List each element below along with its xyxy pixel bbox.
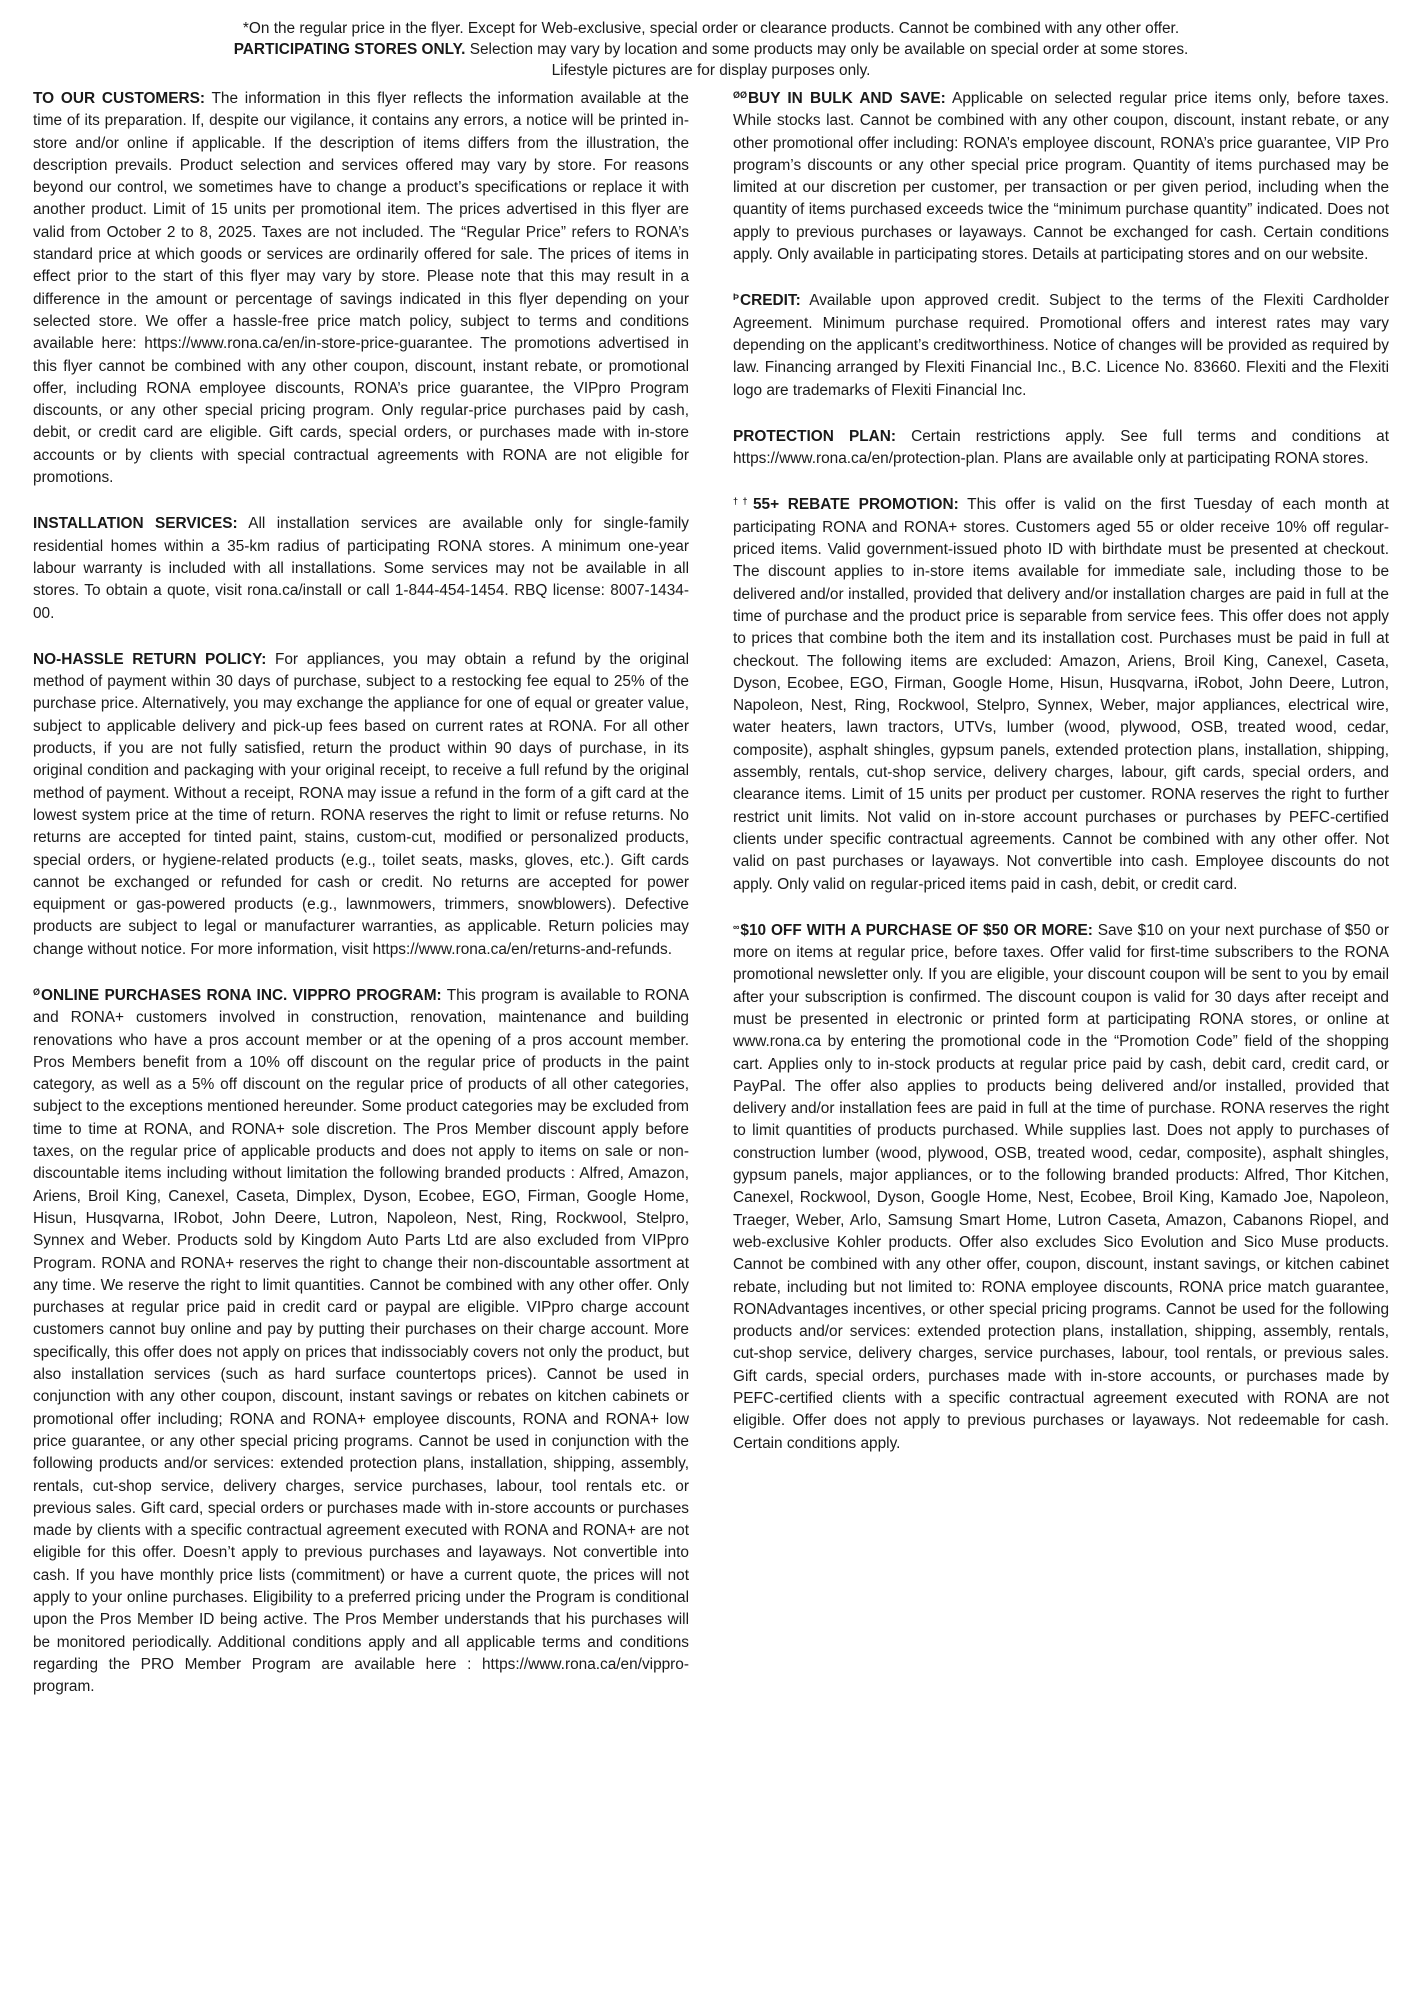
header-line-2-text: Selection may vary by location and some products may only be available on special order at some stores. [465, 41, 1189, 58]
footnote-mark: Þ [733, 292, 740, 303]
participating-stores-label: PARTICIPATING STORES ONLY. [233, 41, 466, 58]
protection-plan-section [733, 426, 1389, 471]
left-column [33, 88, 689, 1722]
header-line-1: *On the regular price in the flyer. Except for Web-exclusive, special order or clearance products. Cannot be combined with any other offer. [242, 20, 1180, 37]
rebate-55-section [733, 494, 1389, 895]
vippro-program-section [33, 985, 689, 1699]
section-body: Applicable on selected regular price items only, before taxes. While stocks last. Cannot be combined with any other coupon, discount, instant rebate, or any other promotional offer including: RONA’s employee discount, RONA’s price guarantee, VIP Pro program’s discounts or any other special price program. Quantity of items purchased may be limited at our discretion per customer, per transaction or per given period, including when the quantity of items purchased exceeds twice the “minimum purchase quantity” indicated. Does not apply to previous purchases or layaways. Cannot be exchanged for cash. Certain conditions apply. Only available in participating stores. Details at participating stores and on our website. [733, 90, 1390, 264]
section-body: This program is available to RONA and RONA+ customers involved in construction, renovation, maintenance and building renovations who have a pros account member or at the opening of a pros account member. Pros Members benefit from a 10% off discount on the regular price of products in the paint category, as well as a 5% off discount on the regular price of products of all other categories, subject to the exceptions mentioned hereunder. Some product categories may be excluded from time to time at RONA, and RONA+ sole discretion. The Pros Member discount apply before taxes, on the regular price of applicable products and does not apply to items on sale or non-discountable items including without limitation the following branded products : Alfred, Amazon, Ariens, Broil King, Canexel, Caseta, Dimplex, Dyson, Ecobee, EGO, Firman, Google Home, Hisun, Husqvarna, IRobot, John Deere, Lutron, Napoleon, Nest, Ring, Rockwool, Stelpro, Synnex and Weber. Products sold by Kingdom Auto Parts Ltd are also excluded from VIPpro Program. RONA and RONA+ reserves the right to change their non-discountable assortment at any time. We reserve the right to limit quantities. Cannot be combined with any other offer. Only purchases at regular price paid in credit card or paypal are eligible. VIPpro charge account customers cannot buy online and pay by putting their purchases on their charge account. More specifically, this offer does not apply on prices that indissociably covers not only the product, but also installation services (such as hard surface countertops prices). Cannot be used in conjunction with any other coupon, discount, instant savings or rebates on kitchen cabinets or promotional offer including; RONA and RONA+ employee discounts, RONA and RONA+ low price guarantee, or any other special pricing programs. Cannot be used in conjunction with the following products and/or services: extended protection plans, installation, shipping, assembly, rentals, cut-shop service, delivery charges, service purchases, labour, tool rentals etc. or previous sales. Gift card, special orders or purchases made with in-store accounts or purchases made by clients with a specific contractual agreement executed with RONA and RONA+ are not eligible for this offer. Doesn’t apply to previous purchases and layaways. Not convertible into cash. If you have monthly price lists (commitment) or have a current quote, the prices will not apply to your online purchases. Eligibility to a preferred pricing under the Program is conditional upon the Pros Member ID being active. The Pros Member understands that his purchases will be monitored periodically. Additional conditions apply and all applicable terms and conditions regarding the PRO Member Program are available here : https://www.rona.ca/en/vippro-program. [33, 986, 690, 1696]
section-title: CREDIT: [740, 292, 801, 310]
right-column [733, 88, 1389, 1722]
section-body: For appliances, you may obtain a refund by the original method of payment within 30 days of purchase, subject to a restocking fee equal to 25% of the purchase price. Alternatively, you may exchange the appliance for one of equal or greater value, subject to applicable delivery and pick-up fees based on current rates at RONA. For all other products, if you are not fully satisfied, return the product within 90 days of purchase, in its original condition and packaging with your original receipt, to receive a full refund by the original method of payment. Without a receipt, RONA may issue a refund in the form of a gift card at the lowest system price at the time of return. RONA reserves the right to limit or refuse returns. No returns are accepted for tinted paint, stains, custom-cut, modified or personalized products, special orders, or hygiene-related products (e.g., toilet seats, masks, gloves, etc.). Gift cards cannot be exchanged or refunded for cash or credit. No returns are accepted for power equipment or gas-powered products (e.g., lawnmowers, trimmers, snowblowers). Defective products are subject to legal or manufacturer warranties, as applicable. Return policies may change without notice. For more information, visit https://www.rona.ca/en/returns-and-refunds. [33, 650, 689, 958]
section-title: $10 OFF WITH A PURCHASE OF $50 OR MORE: [740, 921, 1093, 939]
installation-services-section [33, 513, 689, 624]
section-title: INSTALLATION SERVICES: [33, 515, 238, 533]
ten-dollars-off-section [733, 920, 1389, 1455]
header-line-2 [33, 39, 1389, 60]
section-title: PROTECTION PLAN: [733, 427, 896, 445]
to-our-customers-section [33, 88, 689, 489]
buy-in-bulk-section [733, 88, 1389, 266]
header-line-3: Lifestyle pictures are for display purposes only. [551, 62, 871, 79]
legal-columns [33, 88, 1389, 1722]
section-body: All installation services are available only for single-family residential homes within a 35-km radius of participating RONA stores. A minimum one-year labour warranty is included with all installations. Some services may not be available in all stores. To obtain a quote, visit rona.ca/install or call 1-844-454-1454. RBQ license: 8007-1434-00. [33, 515, 689, 622]
section-title: BUY IN BULK AND SAVE: [748, 90, 946, 107]
footnote-mark: Ø [33, 986, 41, 997]
footnote-mark: †† [733, 496, 752, 507]
section-title: 55+ REBATE PROMOTION: [752, 496, 959, 514]
footnote-mark: ∞ [733, 921, 740, 932]
section-body: Available upon approved credit. Subject to the terms of the Flexiti Cardholder Agreement. Minimum purchase required. Promotional offers and interest rates may vary depending on the applicant’s creditworthiness. Notice of changes will be provided as required by law. Financing arranged by Flexiti Financial Inc., B.C. Licence No. 83660. Flexiti and the Flexiti logo are trademarks of Flexiti Financial Inc. [733, 292, 1389, 399]
section-title: ONLINE PURCHASES RONA INC. VIPPRO PROGRAM: [41, 986, 442, 1004]
footnote-mark: ØØ [733, 90, 748, 100]
disclaimer-header [33, 18, 1389, 81]
section-body: Certain restrictions apply. See full terms and conditions at https://www.rona.ca/en/protection-plan. Plans are available only at participating RONA stores. [733, 427, 1389, 468]
section-body: The information in this flyer reflects the information available at the time of its preparation. If, despite our vigilance, it contains any errors, a notice will be printed in-store and/or online if applicable. If the description of items differs from the illustration, the description prevails. Product selection and services offered may vary by store. For reasons beyond our control, we sometimes have to change a product’s specifications or replace it with another product. Limit of 15 units per promotional item. The prices advertised in this flyer are valid from October 2 to 8, 2025. Taxes are not included. The “Regular Price” refers to RONA’s standard price at which goods or services are ordinarily offered for sale. The prices of items in effect prior to the start of this flyer may vary by store. Please note that this may result in a difference in the amount or percentage of savings indicated in this flyer depending on your selected store. We offer a hassle-free price match policy, subject to terms and conditions available here: https://www.rona.ca/en/in-store-price-guarantee. The promotions advertised in this flyer cannot be combined with any other coupon, discount, instant rebate, or promotional offer, including RONA employee discounts, RONA’s price guarantee, the VIPpro Program discounts, or any other special pricing program. Only regular-price purchases paid by cash, debit, or credit card are eligible. Gift cards, special orders, or purchases made with in-store accounts or by clients with special contractual agreements with RONA are not eligible for promotions. [33, 90, 689, 487]
section-body: Save $10 on your next purchase of $50 or more on items at regular price, before taxes. Offer valid for first-time subscribers to the RONA promotional newsletter only. If you are eligible, your discount coupon will be sent to you by email after your subscription is confirmed. The discount coupon is valid for 30 days after receipt and must be presented in electronic or printed form at participating RONA stores, or online at www.rona.ca by entering the promotional code in the “Promotion Code” field of the shopping cart. Applies only to in-stock products at regular price paid by cash, debit card, credit card, or PayPal. The offer also applies to products being delivered and/or installed, provided that delivery and/or installation fees are paid in full at the time of purchase. RONA reserves the right to limit quantities of products purchased. While supplies last. Does not apply to purchases of construction lumber (wood, plywood, OSB, treated wood, cedar, composite), asphalt shingles, gypsum panels, major appliances, or to the following branded products: Alfred, Thor Kitchen, Canexel, Rockwool, Dyson, Google Home, Nest, Ecobee, Broil King, Kamado Joe, Napoleon, Traeger, Weber, Arlo, Samsung Smart Home, Lutron Caseta, Amazon, Cabanons Riopel, and web-exclusive Kohler products. Offer also excludes Sico Evolution and Sico Muse products. Cannot be combined with any other offer, coupon, discount, instant savings, or kitchen cabinet rebate, including but not limited to: RONA employee discounts, RONA price match guarantee, RONAdvantages incentives, or other special pricing programs. Cannot be used for the following products and/or services: extended protection plans, installation, shipping, assembly, rentals, cut-shop service, delivery charges, service purchases, labour, tool rentals, or previous sales. Gift cards, special orders, purchases made with in-store accounts, or purchases made by PEFC-certified clients with a specific contractual agreement executed with RONA are not eligible. Offer does not apply to previous purchases or layaways. Not redeemable for cash. Certain conditions apply. [733, 921, 1389, 1452]
section-title: NO-HASSLE RETURN POLICY: [33, 650, 267, 668]
return-policy-section [33, 649, 689, 961]
credit-section [733, 290, 1389, 401]
section-title: TO OUR CUSTOMERS: [33, 90, 206, 107]
section-body: This offer is valid on the first Tuesday of each month at participating RONA and RONA+ stores. Customers aged 55 or older receive 10% off regular-priced items. Valid government-issued photo ID with birthdate must be presented at checkout. The discount applies to in-store items available for immediate sale, including those to be delivered and/or installed, provided that delivery and/or installation charges are paid in full at the time of purchase and the product price is separable from service fees. This offer does not apply to prices that combine both the item and its installation cost. Purchases must be paid in full at checkout. The following items are excluded: Amazon, Ariens, Broil King, Canexel, Caseta, Dyson, Ecobee, EGO, Firman, Google Home, Hisun, Husqvarna, iRobot, John Deere, Lutron, Napoleon, Nest, Ring, Rockwool, Stelpro, Synnex, Weber, major appliances, electrical wire, water heaters, lawn tractors, UTVs, lumber (wood, plywood, OSB, treated wood, cedar, composite), asphalt shingles, gypsum panels, extended protection plans, installation, shipping, assembly, rentals, cut-shop service, delivery charges, labour, gift cards, special orders, and clearance items. Limit of 15 units per product per customer. RONA reserves the right to further restrict unit limits. Not valid on in-store account purchases or purchases by PEFC-certified clients under specific contractual agreements. Cannot be combined with any other offer. Not valid on past purchases or layaways. Not convertible into cash. Employee discounts do not apply. Only valid on regular-priced items paid in cash, debit, or credit card. [733, 496, 1390, 893]
